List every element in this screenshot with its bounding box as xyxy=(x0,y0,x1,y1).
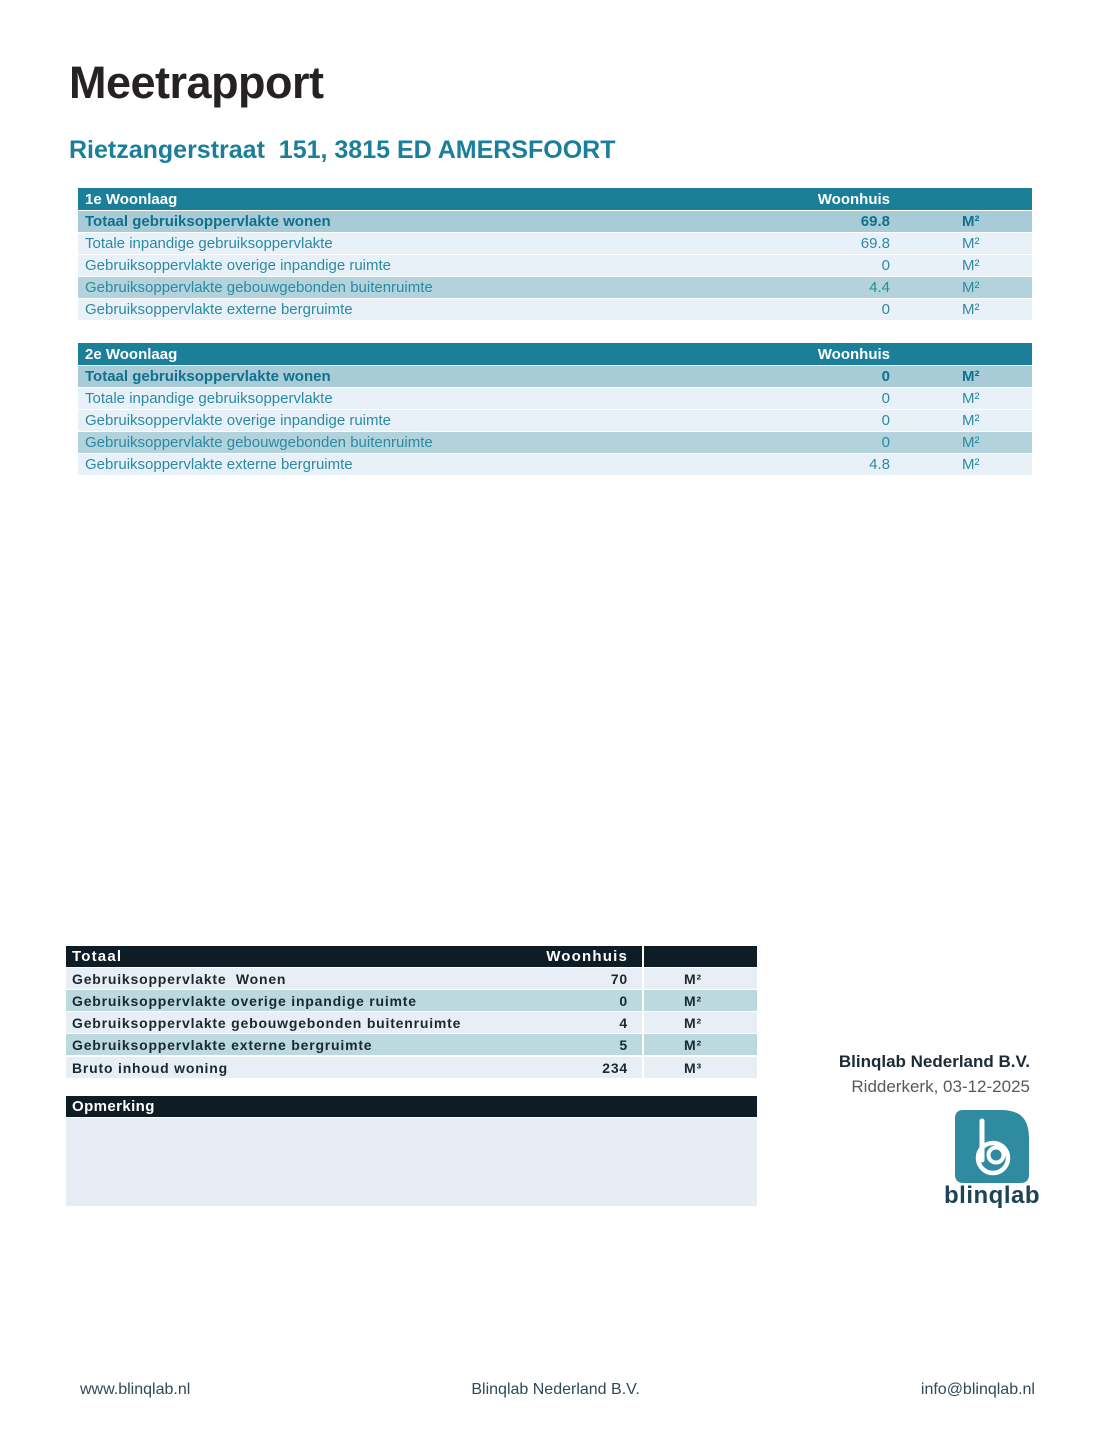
row-label: Bruto inhoud woning xyxy=(72,1059,228,1076)
row-value: 4 xyxy=(619,1014,628,1031)
footer-website: www.blinqlab.nl xyxy=(80,1381,191,1398)
signoff-block xyxy=(839,1052,1030,1097)
blinqlab-wordmark: blinqlab xyxy=(944,1182,1040,1209)
row-label: Gebruiksoppervlakte gebouwgebonden buitenruimte xyxy=(72,1014,462,1031)
table-1e-woonlaag xyxy=(78,188,1032,321)
row-value: 5 xyxy=(619,1036,628,1053)
row-label: Gebruiksoppervlakte overige inpandige ruimte xyxy=(72,992,417,1009)
table-row xyxy=(66,1012,757,1033)
row-value: 0 xyxy=(881,412,890,429)
table-row xyxy=(78,299,1032,320)
table-row xyxy=(78,277,1032,298)
row-label: Totaal gebruiksoppervlakte wonen xyxy=(85,213,331,230)
row-unit: M² xyxy=(962,456,980,473)
column-header-woonhuis: Woonhuis xyxy=(817,345,890,363)
row-unit: M³ xyxy=(642,1057,757,1078)
table-row xyxy=(78,255,1032,276)
table-row xyxy=(78,410,1032,431)
row-value: 234 xyxy=(602,1059,628,1076)
footer-email: info@blinqlab.nl xyxy=(920,1381,1035,1398)
row-value: 4.8 xyxy=(869,456,890,473)
row-value: 0 xyxy=(881,301,890,318)
row-unit: M² xyxy=(962,368,980,385)
table-row xyxy=(78,388,1032,409)
table-row xyxy=(78,454,1032,475)
row-label: Gebruiksoppervlakte Wonen xyxy=(72,970,287,987)
row-value: 0 xyxy=(881,434,890,451)
row-unit: M² xyxy=(642,968,757,989)
address-subtitle: Rietzangerstraat 151, 3815 ED AMERSFOORT xyxy=(69,136,616,164)
row-label: Totale inpandige gebruiksoppervlakte xyxy=(85,235,333,252)
table-row xyxy=(66,968,757,989)
table-2e-woonlaag xyxy=(78,343,1032,476)
row-unit: M² xyxy=(642,1012,757,1033)
table-header-row xyxy=(78,188,1032,210)
row-label: Gebruiksoppervlakte gebouwgebonden buitenruimte xyxy=(85,279,433,296)
row-value: 0 xyxy=(619,992,628,1009)
row-unit: M² xyxy=(962,213,980,230)
footer-company: Blinqlab Nederland B.V. xyxy=(471,1381,640,1398)
table-header-row xyxy=(78,343,1032,365)
row-label: Gebruiksoppervlakte overige inpandige ruimte xyxy=(85,412,392,429)
table-row xyxy=(78,233,1032,254)
row-value: 69.8 xyxy=(860,235,890,252)
row-value: 69.8 xyxy=(860,213,890,230)
signoff-company: Blinqlab Nederland B.V. xyxy=(838,1052,1030,1071)
table-row xyxy=(66,1057,757,1078)
row-unit: M² xyxy=(962,279,980,296)
row-value: 0 xyxy=(881,368,890,385)
column-header-woonhuis: Woonhuis xyxy=(546,948,628,965)
row-label: Gebruiksoppervlakte externe bergruimte xyxy=(85,301,353,318)
opmerking-section xyxy=(66,1096,757,1206)
row-unit: M² xyxy=(642,1034,757,1055)
row-unit: M² xyxy=(962,257,980,274)
table-row xyxy=(78,366,1032,387)
row-label: Gebruiksoppervlakte externe bergruimte xyxy=(85,456,353,473)
signoff-place-date: Ridderkerk, 03-12-2025 xyxy=(851,1077,1030,1096)
page-footer xyxy=(0,1381,1113,1399)
column-header-woonhuis: Woonhuis xyxy=(817,190,890,208)
row-value: 0 xyxy=(881,257,890,274)
table-row xyxy=(78,211,1032,232)
row-unit: M² xyxy=(962,412,980,429)
row-unit: M² xyxy=(962,390,980,407)
table-title: 2e Woonlaag xyxy=(85,345,178,363)
table-row xyxy=(66,990,757,1011)
row-unit: M² xyxy=(962,301,980,318)
table-row xyxy=(66,1034,757,1055)
table-header-row xyxy=(66,946,757,967)
row-label: Totale inpandige gebruiksoppervlakte xyxy=(85,390,333,407)
row-label: Totaal gebruiksoppervlakte wonen xyxy=(85,368,331,385)
table-title: Totaal xyxy=(72,948,123,965)
row-value: 4.4 xyxy=(869,279,890,296)
page-title: Meetrapport xyxy=(69,57,324,108)
opmerking-header: Opmerking xyxy=(66,1096,757,1117)
table-row xyxy=(78,432,1032,453)
row-unit: M² xyxy=(642,990,757,1011)
row-value: 70 xyxy=(610,970,628,987)
row-label: Gebruiksoppervlakte externe bergruimte xyxy=(72,1036,373,1053)
row-value: 0 xyxy=(881,390,890,407)
row-label: Gebruiksoppervlakte overige inpandige ruimte xyxy=(85,257,392,274)
table-totaal xyxy=(66,946,757,1079)
table-title: 1e Woonlaag xyxy=(85,190,178,208)
row-label: Gebruiksoppervlakte gebouwgebonden buitenruimte xyxy=(85,434,433,451)
row-unit: M² xyxy=(962,434,980,451)
unit-column-spacer xyxy=(642,946,757,967)
row-unit: M² xyxy=(962,235,980,252)
blinqlab-logo-icon xyxy=(954,1108,1031,1184)
opmerking-body xyxy=(66,1118,757,1206)
